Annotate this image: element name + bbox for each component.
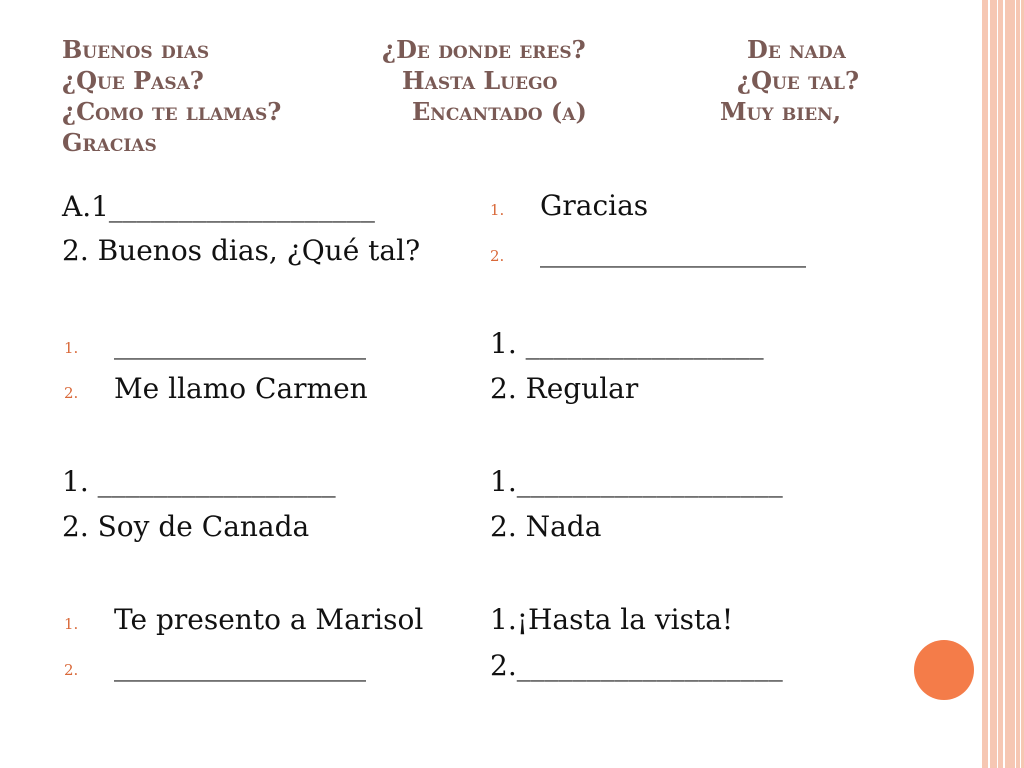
word-bank-row [62,127,942,158]
word-bank-row [62,96,942,127]
border-stripe [1015,0,1016,768]
border-stripe [997,0,998,768]
dialogue-line: Gracias [540,189,649,222]
list-number: 2. [64,661,79,679]
list-number: 2. [490,247,505,265]
word-bank-item: ¿Como te llamas? [62,97,282,126]
dialogue-line: 2. Nada [490,510,602,543]
dialogue-line: Te presento a Marisol [114,603,424,636]
border-stripe [988,0,990,768]
dialogue-line: 2. Buenos dias, ¿Qué tal? [62,234,421,267]
dialogue-line: 2. Soy de Canada [62,510,310,543]
dialogue-line: __________________ [114,649,366,682]
word-bank-item: Buenos dias [62,35,210,64]
list-number: 1. [64,339,79,357]
dialogue-line: Me llamo Carmen [114,372,368,405]
word-bank-item: Muy bien, [720,97,842,126]
accent-circle [914,640,974,700]
dialogue-line: A.1___________________ [62,190,375,223]
list-number: 2. [64,384,79,402]
border-stripe [1020,0,1021,768]
border-stripe [1003,0,1005,768]
dialogue-line: 2. Regular [490,372,639,405]
word-bank-item: De nada [747,35,846,64]
dialogue-line: __________________ [114,327,366,360]
dialogue-line: 1. _________________ [62,465,336,498]
word-bank-row [62,65,942,96]
word-bank-item: ¿De donde eres? [382,35,586,64]
word-bank-item: ¿Que tal? [737,66,860,95]
word-bank-title [62,34,942,158]
word-bank-item: Gracias [62,128,157,157]
dialogue-line: 1.___________________ [490,465,783,498]
word-bank-item: ¿Que Pasa? [62,66,204,95]
list-number: 1. [64,615,79,633]
word-bank-item: Encantado (a) [412,97,587,126]
dialogue-line: 1.¡Hasta la vista! [490,603,734,636]
word-bank-row [62,34,942,65]
dialogue-line: 2.___________________ [490,649,783,682]
word-bank-item: Hasta Luego [402,66,558,95]
dialogue-line: ___________________ [540,235,806,268]
dialogue-line: 1. _________________ [490,327,764,360]
list-number: 1. [490,201,505,219]
